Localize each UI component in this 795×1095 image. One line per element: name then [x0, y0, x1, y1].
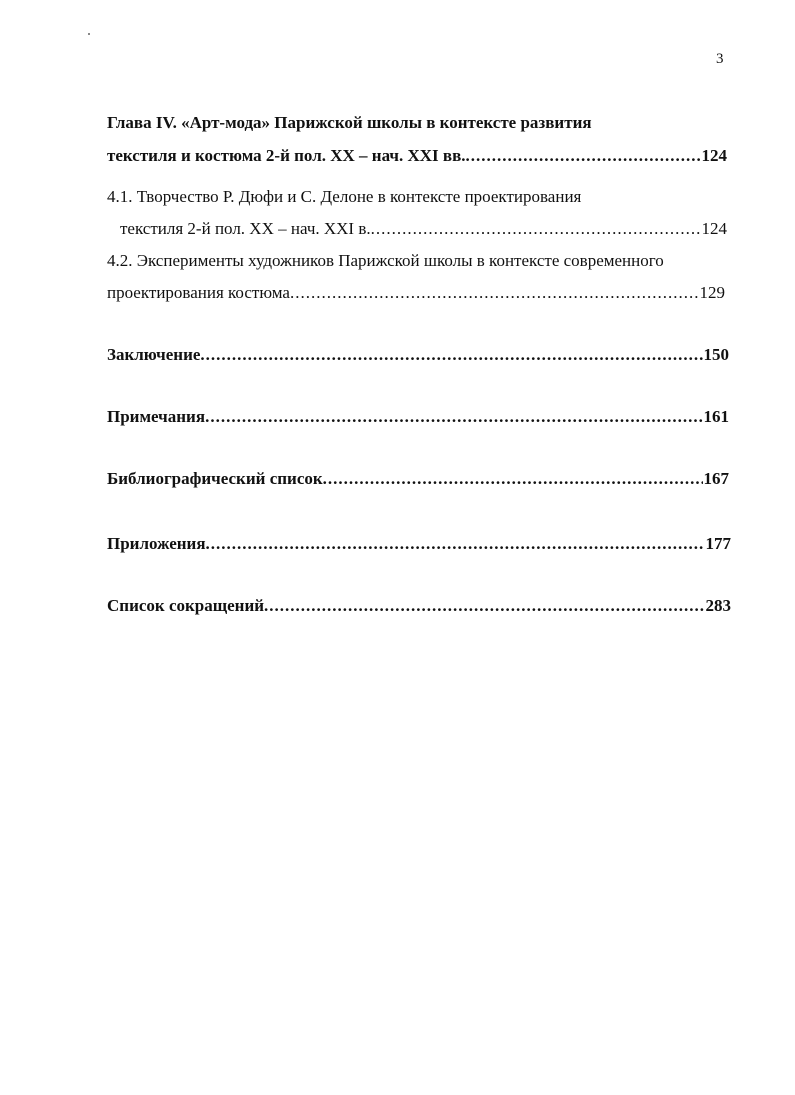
section-4-2-line1: 4.2. Эксперименты художников Парижской школы в контексте современного: [107, 251, 664, 270]
toc-entry-page: 177: [705, 534, 731, 553]
scan-speck: [88, 33, 90, 35]
toc-entry-notes[interactable]: [107, 407, 729, 427]
section-4-2-line2-row[interactable]: [107, 283, 725, 303]
leader-dots: [205, 407, 702, 427]
chapter4-title-line2: текстиля и костюма 2-й пол. XX – нач. XXI вв.: [107, 146, 466, 165]
section-4-1-line2-row[interactable]: [120, 219, 727, 239]
leader-dots: [264, 596, 704, 616]
toc-entry-title: Примечания: [107, 407, 206, 426]
toc-entry-page: 161: [703, 407, 729, 426]
section-4-1-line2: текстиля 2-й пол. XX – нач. XXI в.: [120, 219, 371, 238]
leader-dots: [323, 469, 703, 489]
toc-entry-title: Приложения: [107, 534, 206, 553]
chapter4-title-line2-row[interactable]: [107, 146, 727, 166]
page-number: 3: [716, 51, 724, 67]
section-4-2-page: 129: [699, 283, 725, 302]
leader-dots: [371, 219, 701, 239]
chapter4-page: 124: [701, 146, 727, 165]
leader-dots: [466, 146, 701, 166]
leader-dots: [200, 345, 702, 365]
section-4-1-line1: 4.1. Творчество Р. Дюфи и С. Делоне в контексте проектирования: [107, 187, 582, 206]
section-4-2-line2: проектирования костюма: [107, 283, 290, 302]
toc-entry-page: 150: [703, 345, 729, 364]
toc-entry-bibliography[interactable]: [107, 469, 729, 489]
leader-dots: [290, 283, 699, 303]
toc-entry-title: Библиографический список: [107, 469, 323, 488]
toc-entry-page: 167: [703, 469, 729, 488]
toc-entry-appendices[interactable]: [107, 534, 731, 554]
chapter4-title-line1: Глава IV. «Арт-мода» Парижской школы в контексте развития: [107, 113, 592, 132]
toc-entry-page: 283: [705, 596, 731, 615]
section-4-1-page: 124: [701, 219, 727, 238]
toc-entry-title: Заключение: [107, 345, 201, 364]
toc-entry-title: Список сокращений: [107, 596, 265, 615]
toc-entry-abbreviations[interactable]: [107, 596, 731, 616]
toc-entry-conclusion[interactable]: [107, 345, 729, 365]
leader-dots: [206, 534, 705, 554]
